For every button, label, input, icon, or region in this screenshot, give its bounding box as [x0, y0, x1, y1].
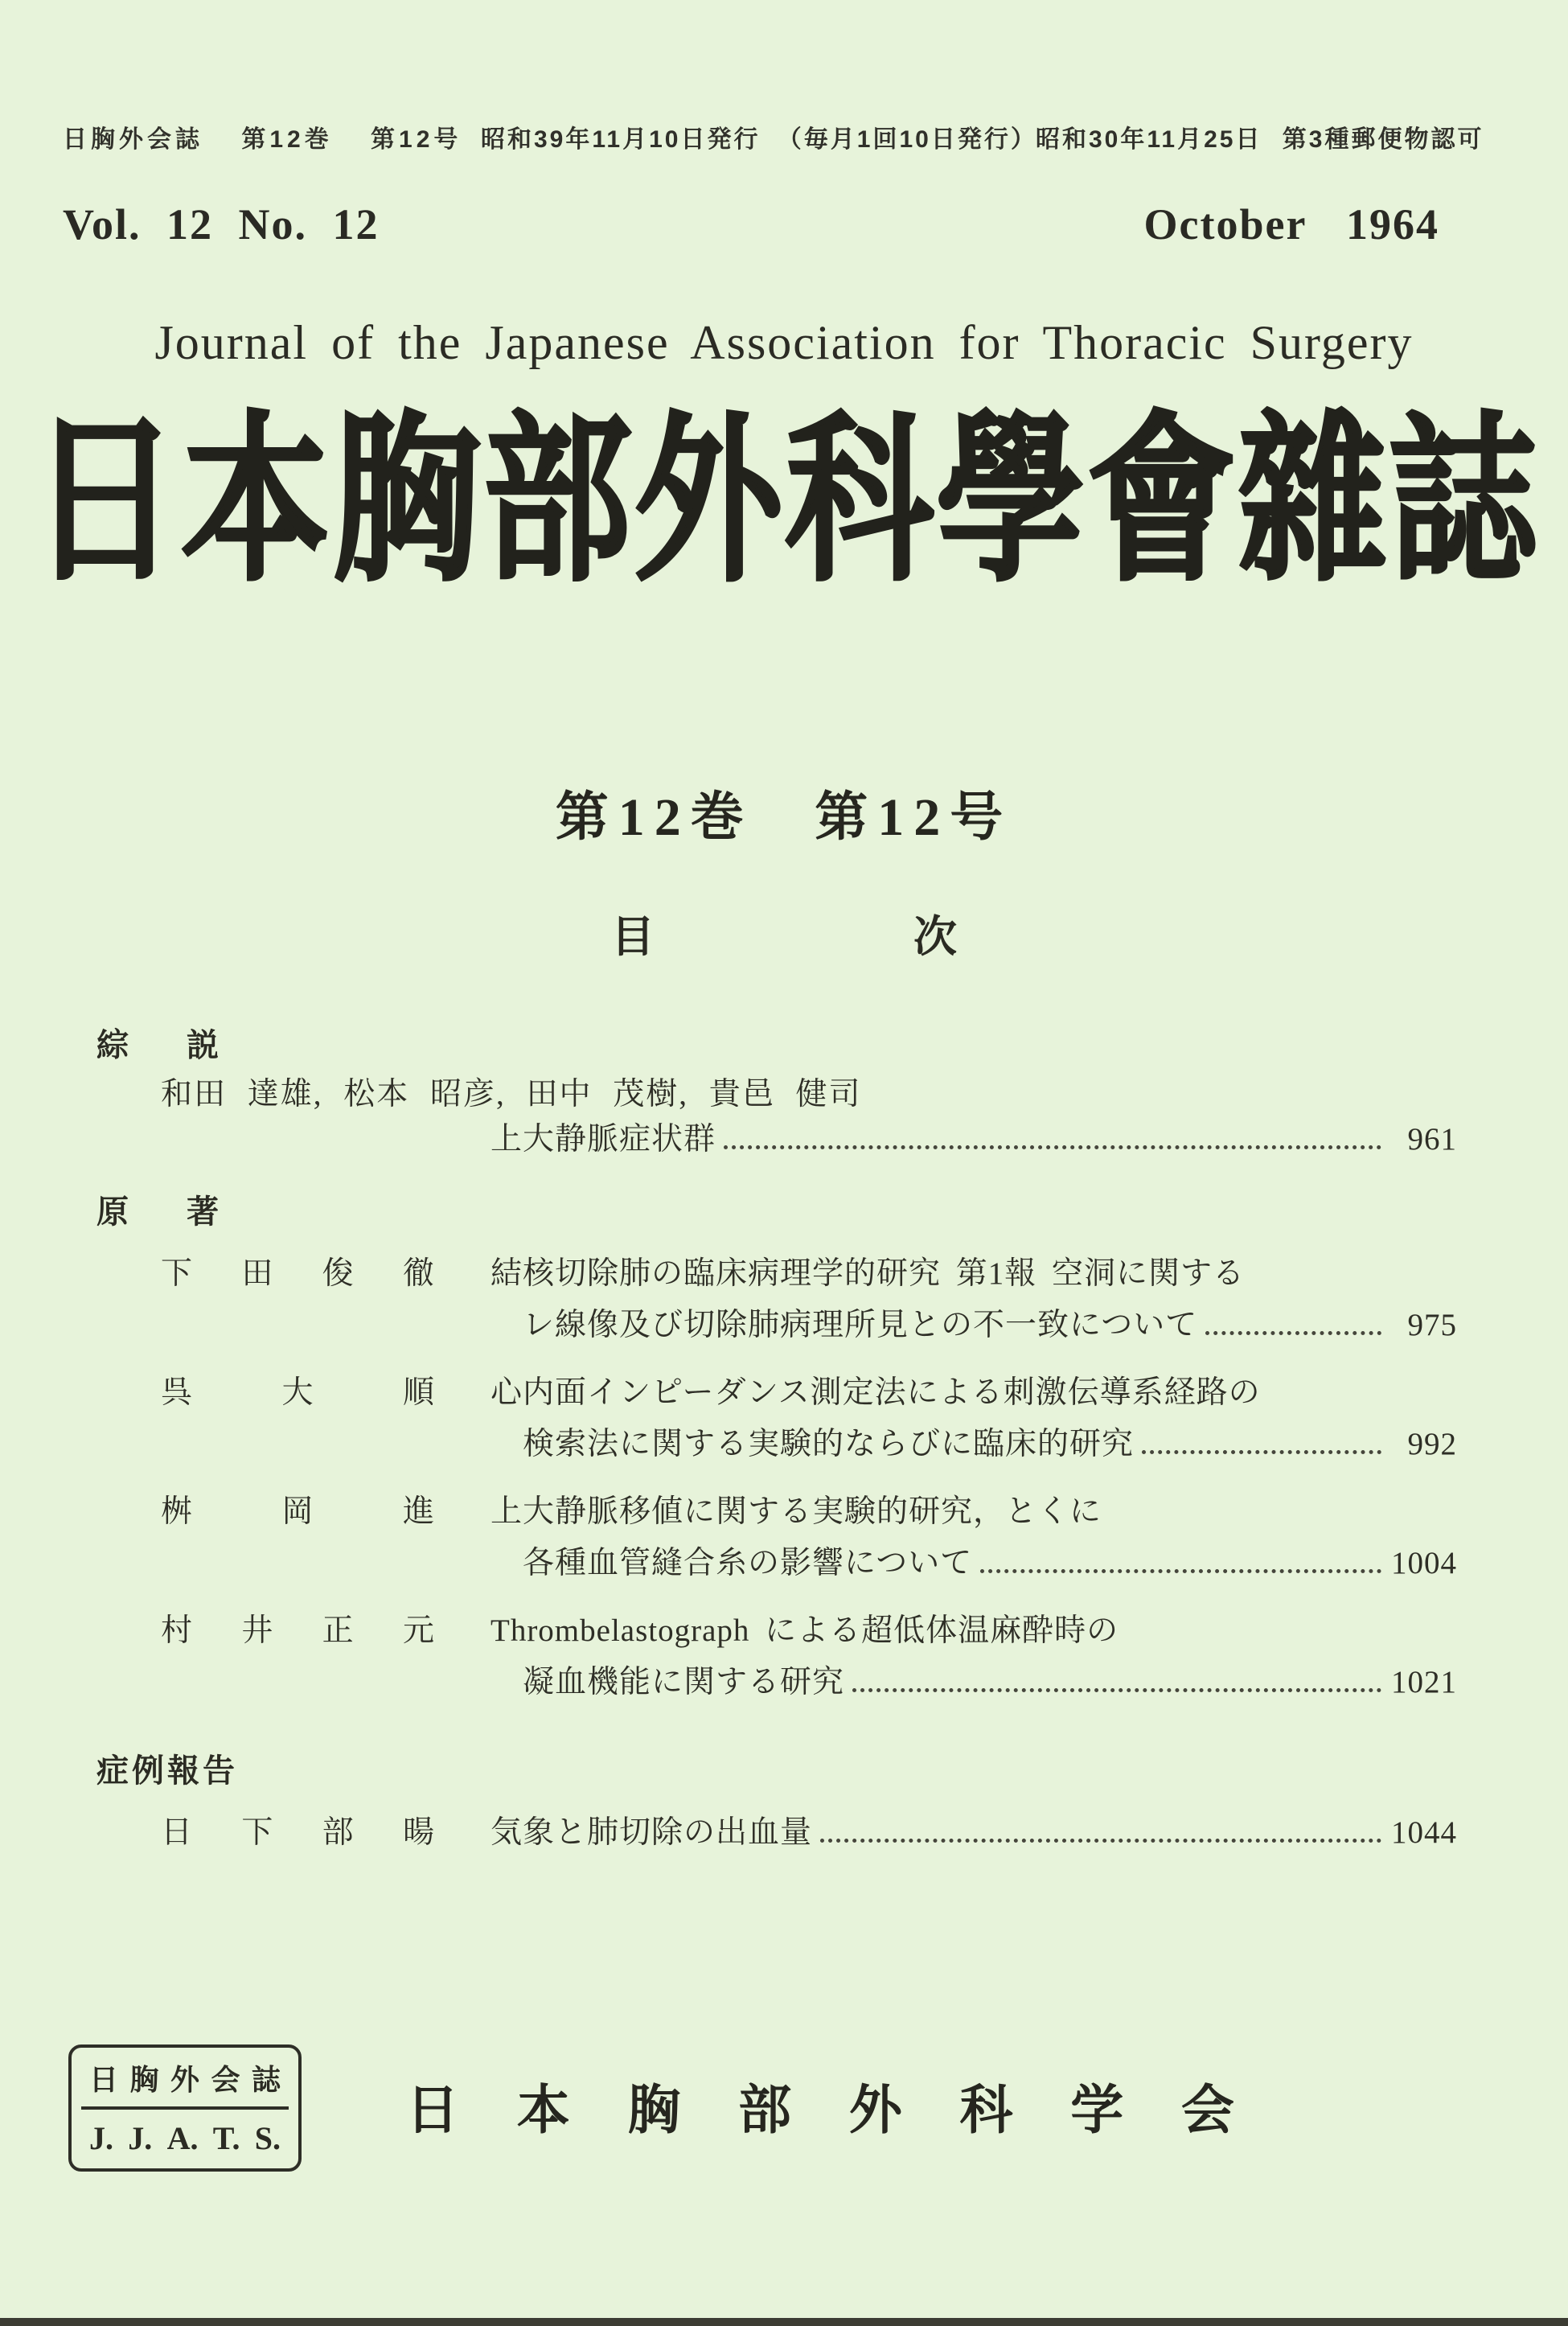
masthead-postal-approval: 昭和30年11月25日 第3種郵便物認可 [1036, 126, 1484, 153]
article-title-line1: Thrombelastograph による超低体温麻酔時の [491, 1613, 1119, 1648]
page-number: 975 [1407, 1308, 1457, 1342]
toc-heading: 目 次 [611, 913, 957, 961]
page-number: 961 [1407, 1122, 1457, 1157]
toc-row [96, 1538, 1457, 1589]
toc-row [96, 1605, 1457, 1657]
dot-leader [852, 1688, 1381, 1692]
toc-row [96, 1807, 1457, 1859]
page-number: 992 [1407, 1427, 1457, 1461]
section-heading-original: 原 著 [96, 1194, 219, 1230]
journal-abbreviation-box [68, 2044, 302, 2172]
dot-leader [980, 1569, 1381, 1573]
toc-entry [96, 1486, 1457, 1589]
article-title-line2: レ線像及び切除肺病理所見との不一致について [523, 1308, 1198, 1342]
toc-entry [96, 1605, 1457, 1708]
author-name: 桝 岡 進 [161, 1494, 434, 1529]
japanese-journal-title: 日 本 胸 部 外 科 學 會 雜 誌 [31, 401, 1537, 602]
scan-edge-artifact [0, 2318, 1568, 2326]
page-number: 1004 [1391, 1546, 1457, 1580]
masthead-issue-info: 日胸外会誌 第12巻 第12号 [63, 126, 462, 153]
section-heading-review: 綜 説 [96, 1028, 219, 1063]
issue-heading: 第12巻 第12号 [555, 788, 1013, 847]
article-title-line2: 各種血管縫合糸の影響について [523, 1546, 973, 1580]
table-of-contents [96, 1020, 1457, 1859]
article-title-line2: 検索法に関する実験的ならびに臨床的研究 [523, 1427, 1135, 1461]
masthead-publication-date: 昭和39年11月10日発行 （毎月1回10日発行） [481, 126, 1037, 153]
toc-row [96, 1367, 1457, 1419]
page-number: 1021 [1391, 1665, 1457, 1699]
journal-abbreviation-latin: J. J. A. T. S. [89, 2120, 281, 2156]
toc-row [96, 1248, 1457, 1300]
toc-entry [96, 1367, 1457, 1470]
article-title-line1: 結核切除肺の臨床病理学的研究 第1報 空洞に関する [491, 1256, 1246, 1291]
dot-leader [820, 1839, 1381, 1843]
toc-row [96, 1657, 1457, 1708]
page-number: 1044 [1391, 1815, 1457, 1850]
toc-row [96, 1300, 1457, 1351]
review-authors: 和田 達雄, 松本 昭彦, 田中 茂樹, 貴邑 健司 [161, 1077, 862, 1112]
volume-number: Vol. 12 No. 12 [63, 200, 380, 249]
article-title-line2: 凝血機能に関する研究 [523, 1665, 845, 1699]
toc-row [96, 1419, 1457, 1470]
author-name: 下 田 俊 徹 [161, 1256, 434, 1291]
author-name: 村 井 正 元 [161, 1613, 434, 1648]
toc-row [96, 1114, 1457, 1165]
author-name: 日 下 部 暘 [161, 1815, 434, 1850]
association-name: 日 本 胸 部 外 科 学 会 [406, 2081, 1234, 2140]
section-heading-case-reports: 症例報告 [96, 1753, 238, 1789]
article-title-line1: 心内面インピーダンス測定法による刺激伝導系経路の [491, 1375, 1261, 1410]
article-title: 上大静脈症状群 [491, 1122, 716, 1157]
english-journal-title: Journal of the Japanese Association for Thoracic Surgery [154, 316, 1414, 369]
article-title: 気象と肺切除の出血量 [491, 1815, 813, 1850]
author-name: 呉 大 順 [161, 1375, 434, 1410]
issue-date: October 1964 [1143, 200, 1439, 249]
toc-row [96, 1486, 1457, 1538]
article-title-line1: 上大静脈移値に関する実験的研究，とくに [491, 1494, 1102, 1529]
dot-leader [1142, 1450, 1381, 1454]
toc-entry [96, 1248, 1457, 1351]
journal-abbreviation-japanese: 日 胸 外 会 誌 [89, 2064, 281, 2096]
dot-leader [1205, 1331, 1381, 1335]
dot-leader [724, 1145, 1381, 1149]
